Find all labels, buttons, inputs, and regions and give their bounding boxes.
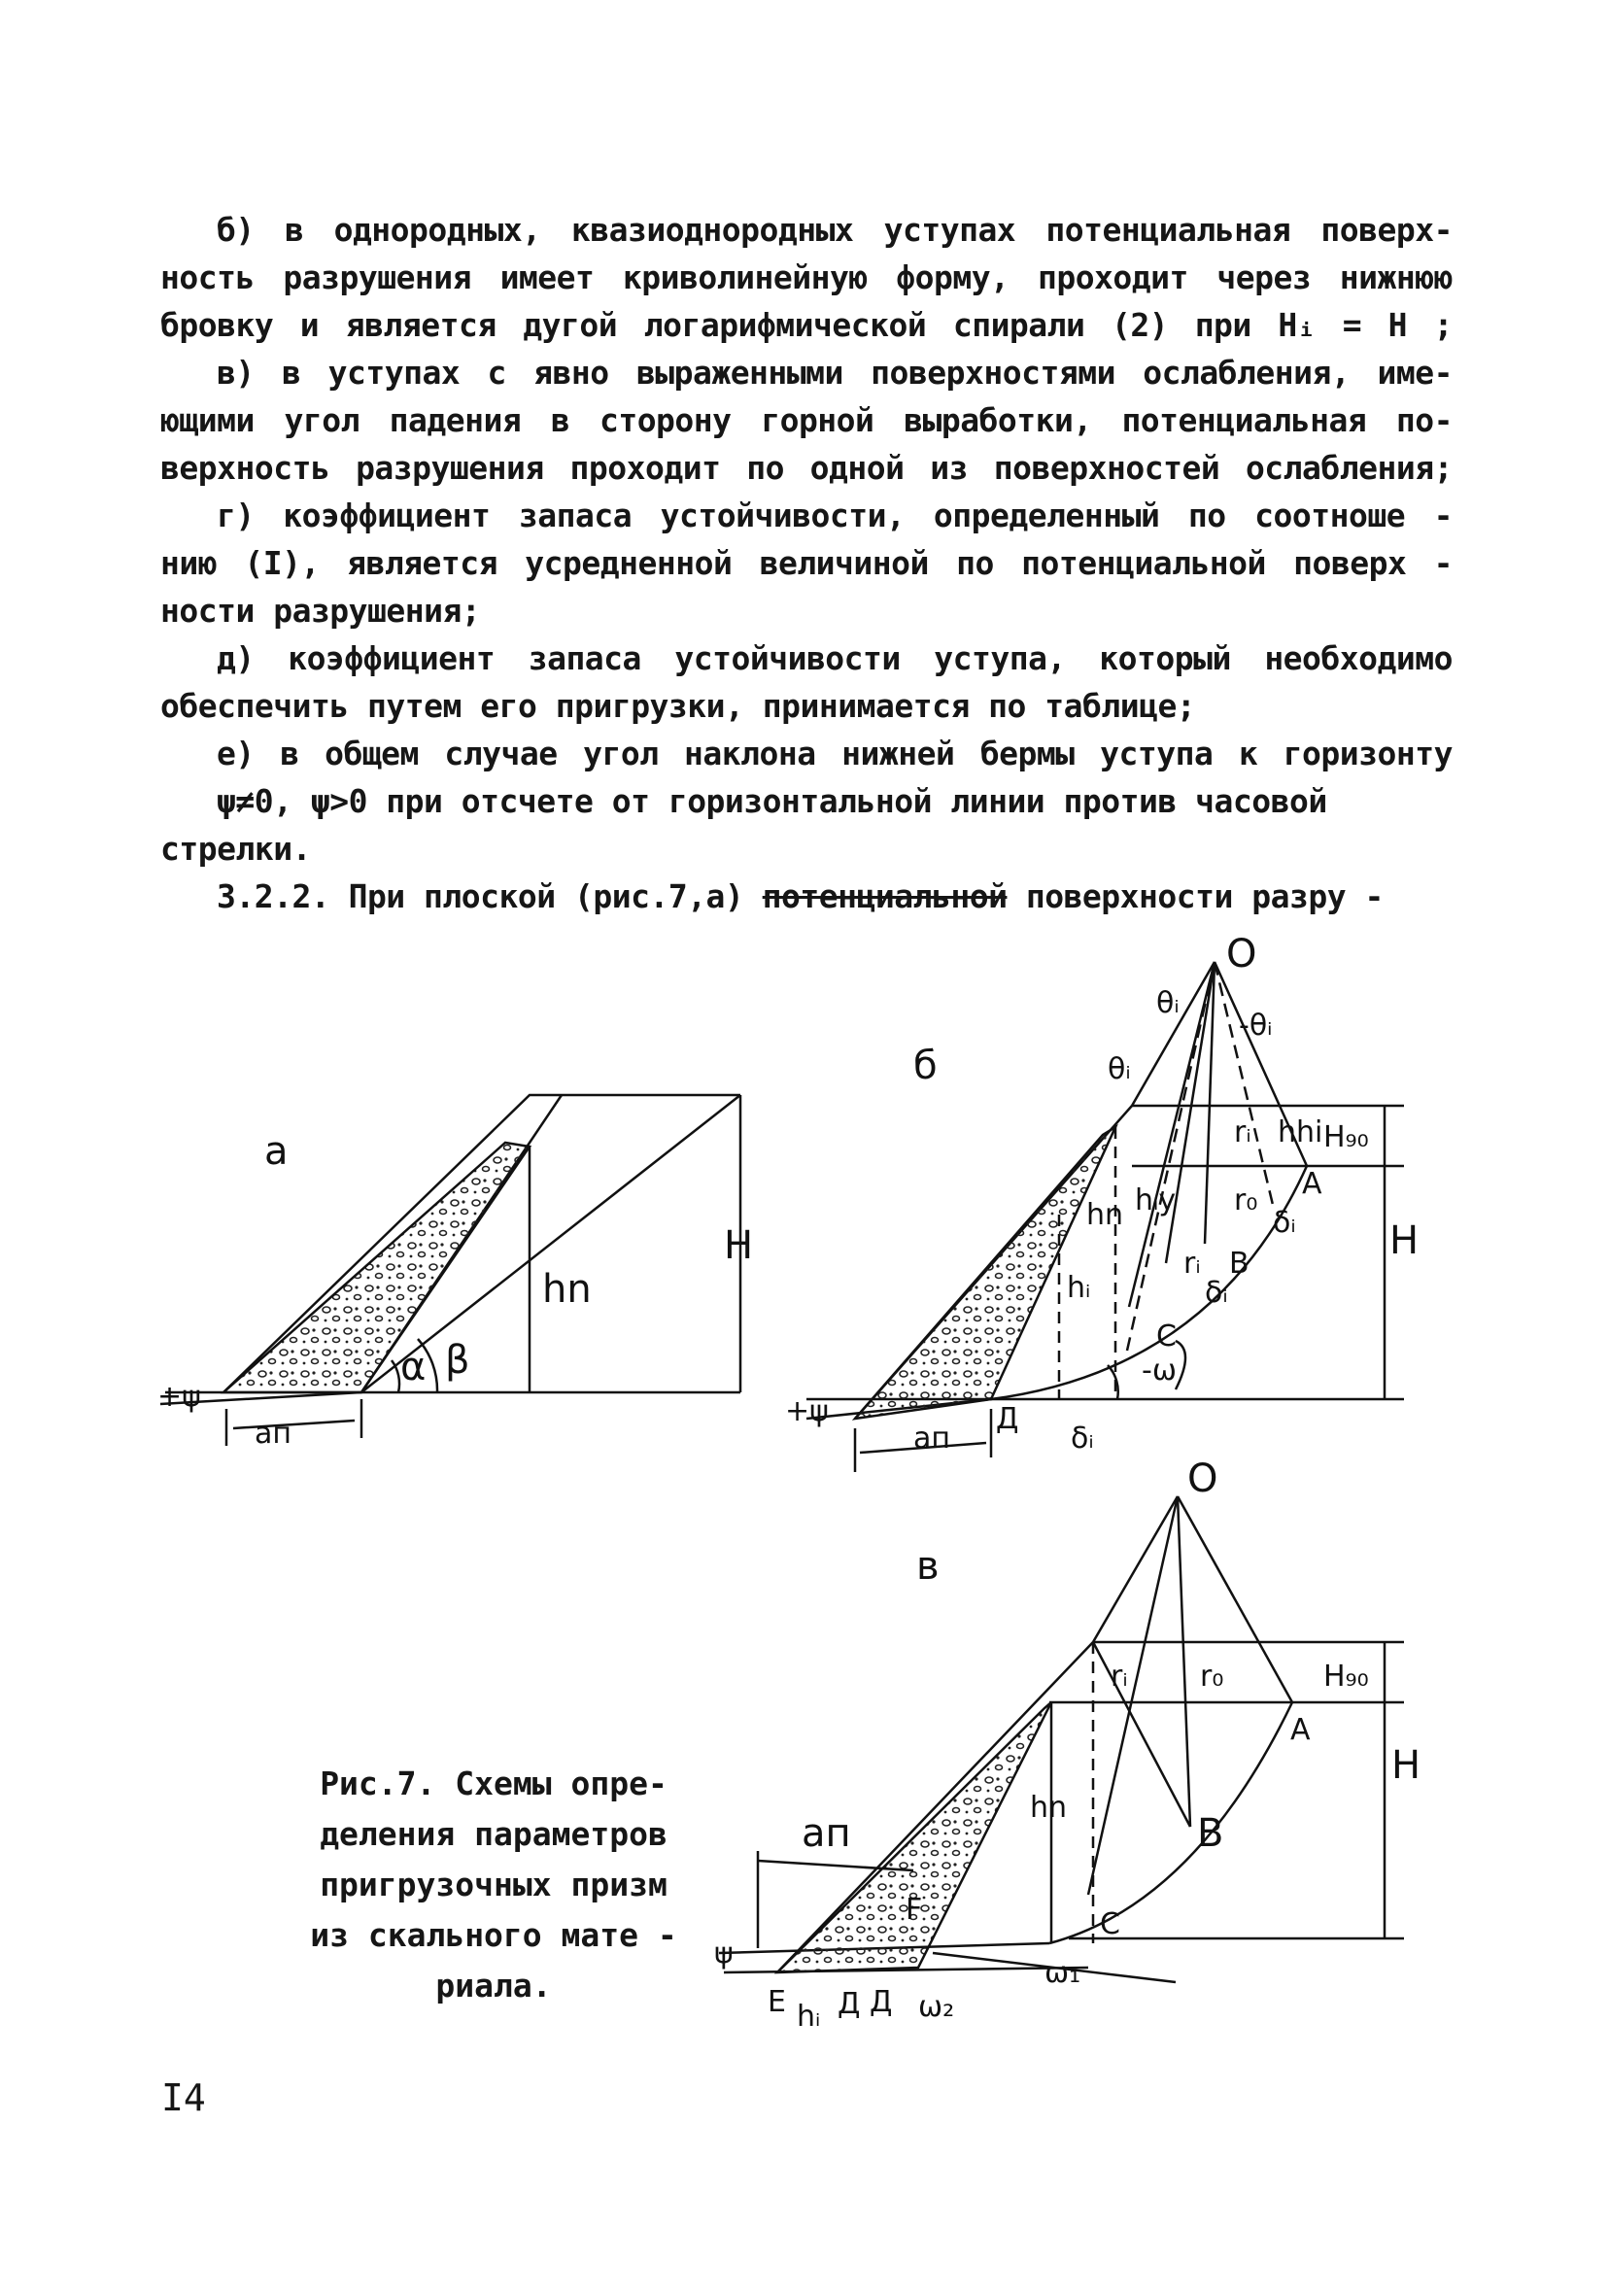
H90-label: H₉₀ <box>1323 1120 1369 1154</box>
text-line: в) в уступах с явно выраженными поверхностями ослабления, име- <box>217 354 1453 392</box>
text-line: стрелки. <box>160 830 311 868</box>
hn-label-v: hn <box>1030 1791 1068 1825</box>
diagram-b <box>785 932 1419 1472</box>
diagram-a <box>157 1095 753 1451</box>
an-label-b: aп <box>913 1422 950 1456</box>
hi-label: hᵢ <box>1067 1271 1091 1305</box>
C-label-v: C <box>1100 1907 1120 1941</box>
text-line: б) в однородных, квазиоднородных уступах потенциальная поверх- <box>217 211 1453 249</box>
label-v: в <box>916 1544 940 1589</box>
H-label: H <box>1389 1218 1420 1263</box>
text-line: е) в общем случае угол наклона нижней бермы уступа к горизонту <box>217 735 1453 772</box>
hi-label-v: hᵢ <box>797 2000 821 2034</box>
psi-label-b: +ψ <box>785 1394 829 1428</box>
C-label: C <box>1156 1319 1177 1354</box>
text-line: 3.2.2. При плоской (рис.7,а) потенциальной поверхности разру - <box>217 877 1384 915</box>
omega-label: -ω <box>1142 1354 1177 1388</box>
text-line: ψ≠0, ψ>0 при отсчете от горизонтальной линии против часовой <box>217 782 1327 820</box>
delta-i-label-3: δᵢ <box>1071 1422 1094 1456</box>
omega2-label-v: ω₂ <box>918 1990 955 2024</box>
A-label-v: A <box>1290 1713 1311 1747</box>
page-number: I4 <box>161 2076 206 2119</box>
E-label-v: E <box>768 1985 786 2019</box>
O-label-v: O <box>1187 1456 1218 1501</box>
ri-label: rᵢ <box>1234 1115 1251 1149</box>
O-label: O <box>1226 932 1257 977</box>
r0-label-v: r₀ <box>1200 1660 1224 1694</box>
B-label-v: B <box>1197 1811 1224 1856</box>
D-label-v: Д <box>838 1987 861 2021</box>
neg-theta-i-label: -θᵢ <box>1239 1009 1273 1043</box>
text-line: ности разрушения; <box>160 592 481 630</box>
hn-label: hn <box>542 1267 592 1312</box>
hn-label: hn <box>1086 1198 1124 1232</box>
struck-word: потенциальной <box>762 877 1008 915</box>
A-label: A <box>1302 1167 1322 1201</box>
F-label-v: F <box>906 1893 923 1927</box>
ri-label-2: rᵢ <box>1183 1247 1201 1281</box>
hi-y-label: hᵢy <box>1135 1183 1177 1217</box>
D-label: Д <box>996 1402 1019 1436</box>
delta-i-label: δᵢ <box>1273 1206 1296 1240</box>
D2-label-v: Д <box>870 1985 893 2019</box>
r0-label: r₀ <box>1234 1183 1258 1217</box>
text-line: бровку и является дугой логарифмической спирали (2) при Hᵢ = H ; <box>160 306 1453 344</box>
theta-i-label: θᵢ <box>1156 986 1180 1020</box>
delta-i-label-2: δᵢ <box>1205 1276 1228 1310</box>
H-label-v: H <box>1391 1743 1421 1788</box>
label-b: б <box>913 1044 938 1088</box>
an-label: aп <box>255 1417 291 1451</box>
text-line: д) коэффициент запаса устойчивости уступа, который необходимо <box>217 639 1453 677</box>
figure-caption: Рис.7. Схемы опре- деления параметров пригрузочных призм из скального мате - риала. <box>310 1765 677 2005</box>
diagram-v <box>714 1456 1421 2034</box>
alpha-label: α <box>400 1345 427 1389</box>
text-line: г) коэффициент запаса устойчивости, определенный по соотноше - <box>217 497 1453 534</box>
an-label-v: aп <box>802 1811 851 1856</box>
label-a: а <box>264 1129 289 1174</box>
text-line: ность разрушения имеет криволинейную форму, проходит через нижнюю <box>160 258 1453 296</box>
omega1-label-v: ω₁ <box>1044 1956 1081 1990</box>
hhi-label: hhi <box>1278 1115 1323 1149</box>
psi-label: +ψ <box>157 1380 201 1414</box>
ri-label-v: rᵢ <box>1111 1660 1128 1694</box>
psi-label-v: ψ <box>714 1936 734 1970</box>
theta-i-label-2: θᵢ <box>1108 1052 1131 1086</box>
text-line: верхность разрушения проходит по одной из поверхностей ослабления; <box>160 449 1453 487</box>
H90-label-v: H₉₀ <box>1323 1660 1369 1694</box>
text-line: обеспечить путем его пригрузки, принимается по таблице; <box>160 687 1196 725</box>
text-line: нию (I), является усредненной величиной по потенциальной поверх - <box>160 544 1453 582</box>
B-label: B <box>1229 1247 1250 1281</box>
beta-label: β <box>445 1338 470 1383</box>
text-line: ющими угол падения в сторону горной выработки, потенциальная по- <box>160 401 1453 439</box>
H-label: H <box>724 1223 754 1268</box>
